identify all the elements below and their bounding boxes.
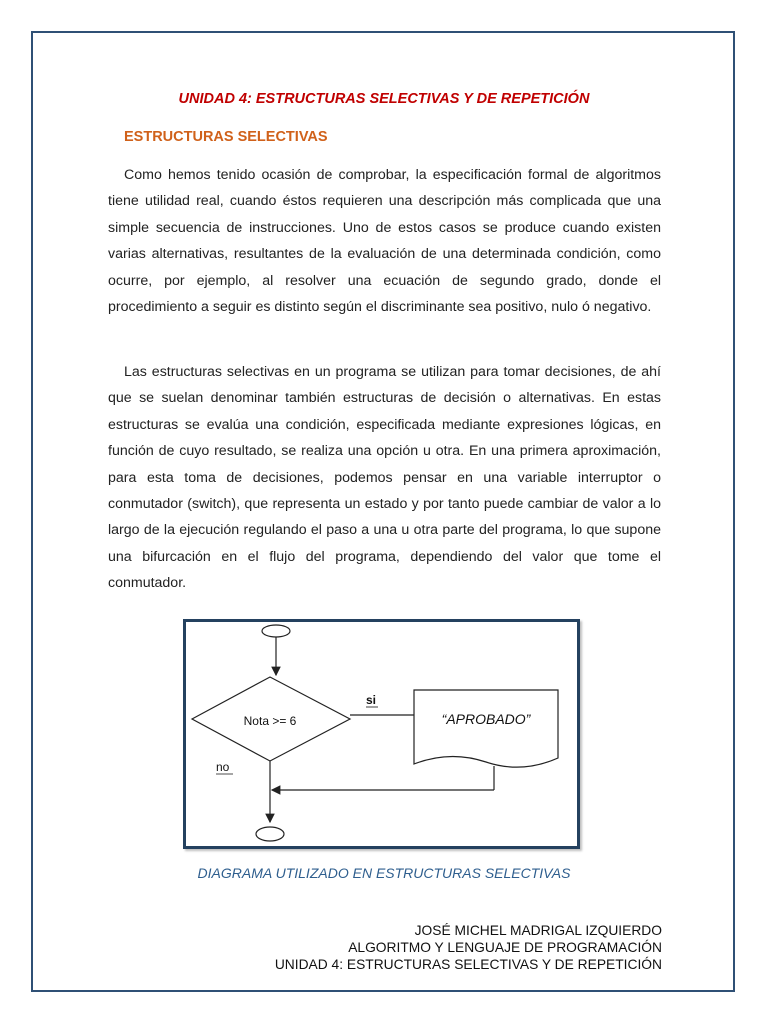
footer-unit: UNIDAD 4: ESTRUCTURAS SELECTIVAS Y DE REPETICIÓN (274, 957, 662, 972)
figure-caption: DIAGRAMA UTILIZADO EN ESTRUCTURAS SELECTIVAS (197, 865, 571, 881)
output-document-shape (414, 690, 558, 767)
unit-title: UNIDAD 4: ESTRUCTURAS SELECTIVAS Y DE REPETICIÓN (178, 91, 590, 107)
footer-author: JOSÉ MICHEL MADRIGAL IZQUIERDO (414, 923, 662, 938)
page-footer (275, 922, 662, 973)
footer-course: ALGORITMO Y LENGUAJE DE PROGRAMACIÓN (348, 940, 662, 955)
flowchart-figure (183, 619, 580, 849)
yes-label: si (366, 693, 377, 707)
decision-condition-text: Nota >= 6 (243, 714, 297, 728)
no-label: no (216, 760, 230, 774)
end-terminal (256, 827, 284, 841)
start-terminal (262, 625, 290, 637)
section-heading: ESTRUCTURAS SELECTIVAS (124, 129, 328, 145)
paragraph-selective-structures: Las estructuras selectivas en un programa se utilizan para tomar decisiones, de ahí que se suelan denominar también estructuras de decisión o alternativas. En estas estructuras se evalúa una condición, especificada mediante expresiones lógicas, en función de cuyo resultado, se realiza una opción u otra. En una primera aproximación, para esta toma de decisiones, podemos pensar en una variable interruptor o conmutador (switch), que representa un estado y por tanto puede cambiar de valor a lo largo de la ejecución regulando el paso a una u otra parte del programa, lo que supone una bifurcación en el flujo del programa, dependiendo del valor que tome el conmutador. (108, 364, 661, 592)
flowchart-diagram (186, 622, 577, 846)
paragraph-intro: Como hemos tenido ocasión de comprobar, la especificación formal de algoritmos tiene utilidad real, cuando éstos requieren una descripción más complicada que una simple secuencia de instrucciones. Uno de estos casos se produce cuando existen varias alternativas, resultantes de la evaluación de una determinada condición, como ocurre, por ejemplo, al resolver una ecuación de segundo grado, donde el procedimiento a seguir es distinto según el discriminante sea positivo, nulo ó negativo. (108, 167, 661, 316)
output-text: “APROBADO” (441, 711, 531, 727)
